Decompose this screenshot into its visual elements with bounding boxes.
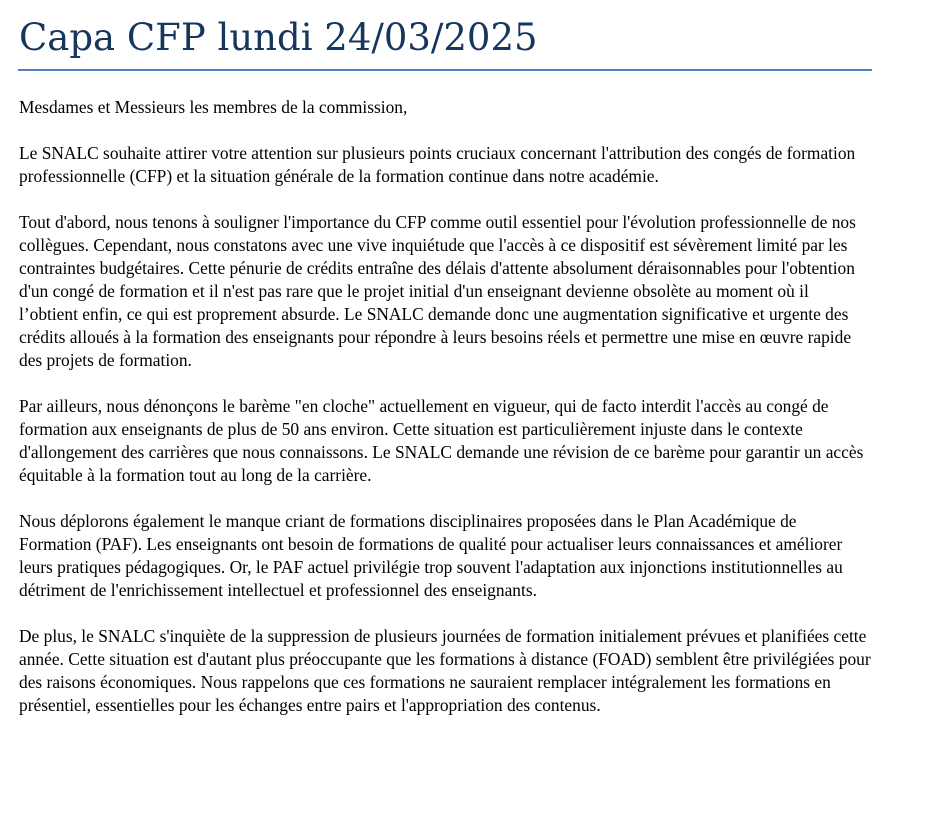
salutation-paragraph: Mesdames et Messieurs les membres de la commission, [19, 97, 408, 117]
intro-paragraph: Le SNALC souhaite attirer votre attention sur plusieurs points cruciaux concernant l'attribution des congés de formation professionnelle (CFP) et la situation générale de la formation continue dans notre académie. [19, 143, 856, 186]
document-body [19, 96, 871, 717]
paf-paragraph: Nous déplorons également le manque criant de formations disciplinaires proposées dans le Plan Académique de Formation (PAF). Les enseignants ont besoin de formations de qualité pour actualiser leurs connaissances et améliorer leurs pratiques pédagogiques. Or, le PAF actuel privilégie trop souvent l'adaptation aux injonctions institutionnelles au détriment de l'enrichissement intellectuel et professionnel des enseignants. [19, 511, 843, 600]
credits-paragraph: Tout d'abord, nous tenons à souligner l'importance du CFP comme outil essentiel pour l'évolution professionnelle de nos collègues. Cependant, nous constatons avec une vive inquiétude que l'accès à ce dispositif est sévèrement limité par les contraintes budgétaires. Cette pénurie de crédits entraîne des délais d'attente absolument déraisonnables pour l'obtention d'un congé de formation et il n'est pas rare que le projet initial d'un enseignant devienne obsolète au moment où il l’obtient enfin, ce qui est proprement absurde. Le SNALC demande donc une augmentation significative et urgente des crédits alloués à la formation des enseignants pour répondre à leurs besoins réels et permettre une mise en œuvre rapide des projets de formation. [19, 212, 856, 370]
bareme-paragraph: Par ailleurs, nous dénonçons le barème "en cloche" actuellement en vigueur, qui de facto interdit l'accès au congé de formation aux enseignants de plus de 50 ans environ. Cette situation est particulièrement injuste dans le contexte d'allongement des carrières que nous connaissons. Le SNALC demande une révision de ce barème pour garantir un accès équitable à la formation tout au long de la carrière. [19, 396, 864, 485]
foad-paragraph: De plus, le SNALC s'inquiète de la suppression de plusieurs journées de formation initialement prévues et planifiées cette année. Cette situation est d'autant plus préoccupante que les formations à distance (FOAD) semblent être privilégiées pour des raisons économiques. Nous rappelons que ces formations ne sauraient remplacer intégralement les formations en présentiel, essentielles pour les échanges entre pairs et l'appropriation des contenus. [19, 626, 871, 715]
title-underline [18, 69, 872, 71]
document-title: Capa CFP lundi 24/03/2025 [19, 16, 538, 59]
